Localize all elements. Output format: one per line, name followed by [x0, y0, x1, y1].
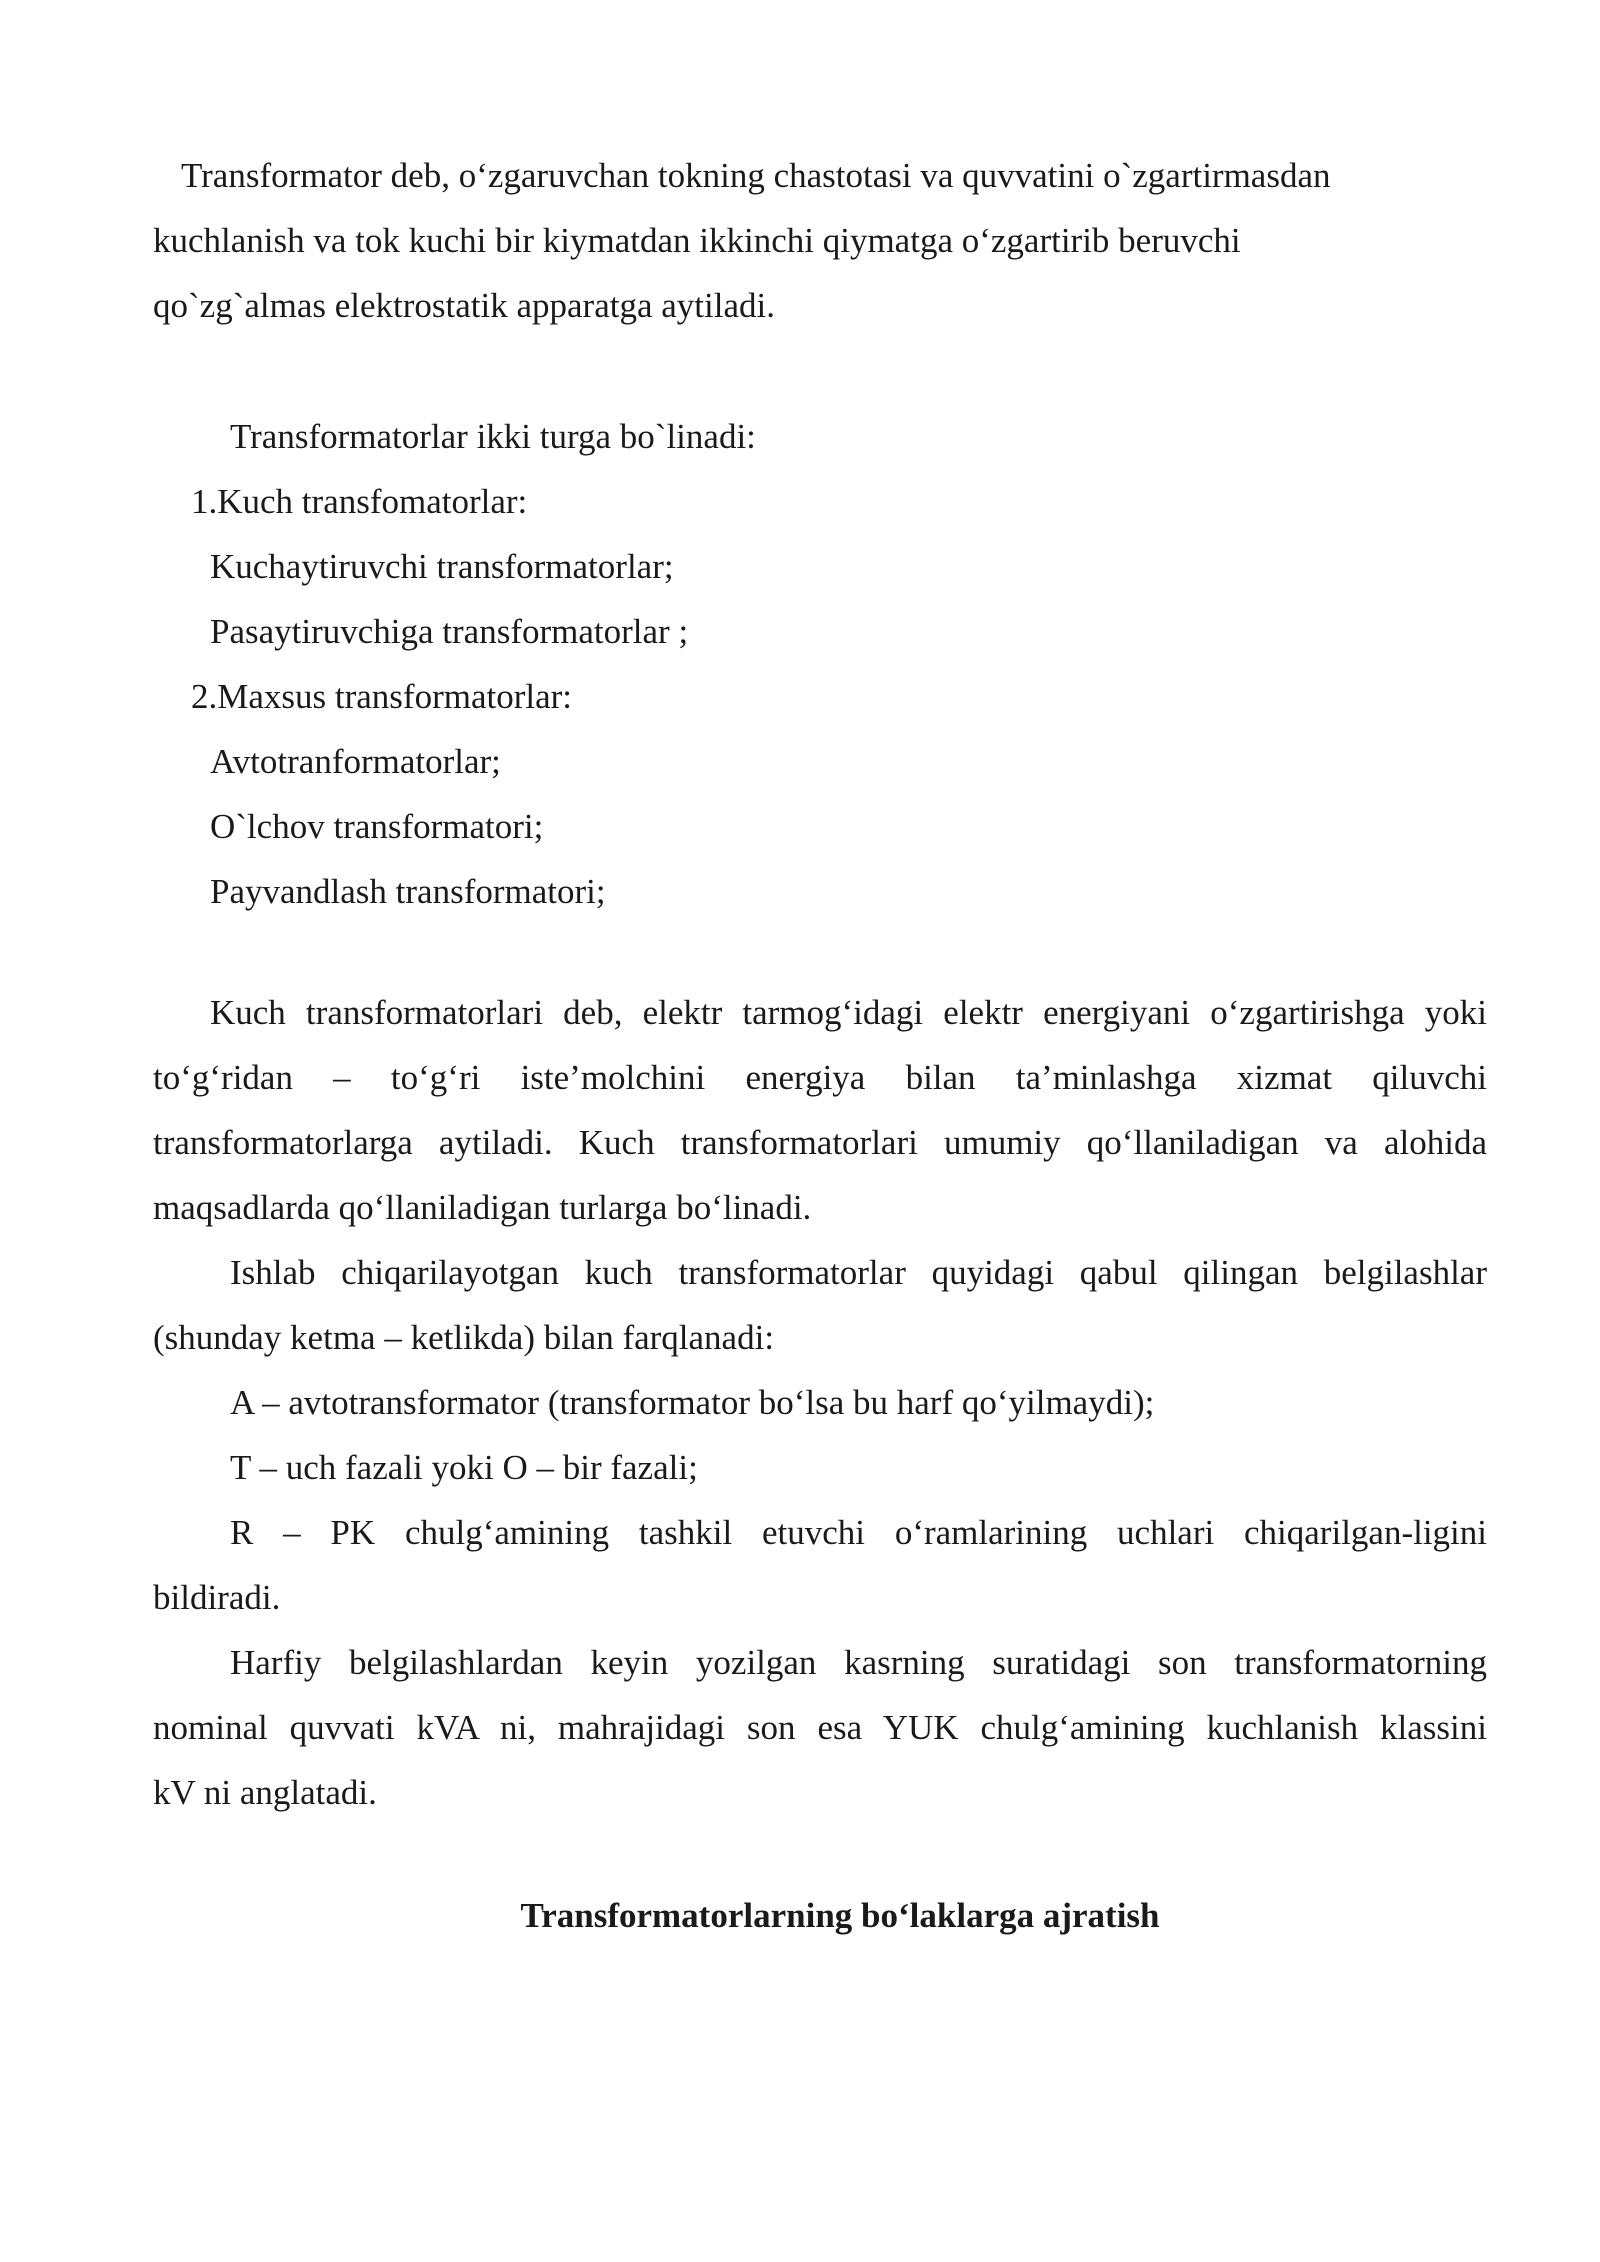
fraction-paragraph-line: Harfiy belgilashlardan keyin yozilgan kasrning suratidagi son transformatorning [230, 1643, 1487, 1682]
group1-item: Kuchaytiruvchi transformatorlar; [210, 547, 674, 586]
marking-paragraph-line: (shunday ketma – ketlikda) bilan farqlanadi: [153, 1318, 775, 1357]
group2-item: Avtotranformatorlar; [210, 742, 501, 781]
intro-line-3: qo`zg`almas elektrostatik apparatga aytiladi. [153, 286, 775, 325]
power-paragraph-line: transformatorlarga aytiladi. Kuch transformatorlari umumiy qo‘llaniladigan va alohida [153, 1123, 1487, 1162]
marking-paragraph-line: Ishlab chiqarilayotgan kuch transformatorlar quyidagi qabul qilingan belgilashlar [230, 1253, 1487, 1292]
group1-item: Pasaytiruvchiga transformatorlar ; [210, 612, 689, 651]
marking-item-a: A – avtotransformator (transformator bo‘lsa bu harf qo‘yilmaydi); [230, 1383, 1155, 1422]
marking-item-t: T – uch fazali yoki O – bir fazali; [230, 1448, 698, 1487]
power-paragraph-line: Kuch transformatorlari deb, elektr tarmog‘idagi elektr energiyani o‘zgartirishga yoki [210, 993, 1487, 1032]
power-paragraph-line: to‘g‘ridan – to‘g‘ri iste’molchini energiya bilan ta’minlashga xizmat qiluvchi [153, 1058, 1487, 1097]
group2-heading: 2.Maxsus transformatorlar: [191, 677, 573, 716]
intro-line-1: Transformator deb, o‘zgaruvchan tokning chastotasi va quvvatini o`zgartirmasdan [181, 156, 1331, 195]
section-heading: Transformatorlarning bo‘laklarga ajratish [520, 1896, 1160, 1935]
group2-item: O`lchov transformatori; [210, 807, 544, 846]
fraction-paragraph-line: nominal quvvati kVA ni, mahrajidagi son esa YUK chulg‘amining kuchlanish klassini [153, 1708, 1487, 1747]
group2-item: Payvandlash transformatori; [210, 872, 606, 911]
marking-item-r: R – PK chulg‘amining tashkil etuvchi o‘ramlarining uchlari chiqarilgan-ligini [230, 1513, 1487, 1552]
marking-item-r-continued: bildiradi. [153, 1578, 281, 1617]
types-heading: Transformatorlar ikki turga bo`linadi: [230, 417, 756, 456]
intro-line-2: kuchlanish va tok kuchi bir kiymatdan ikkinchi qiymatga o‘zgartirib beruvchi [153, 221, 1241, 260]
fraction-paragraph-line: kV ni anglatadi. [153, 1773, 377, 1812]
power-paragraph-line: maqsadlarda qo‘llaniladigan turlarga bo‘linadi. [153, 1188, 812, 1227]
group1-heading: 1.Kuch transfomatorlar: [191, 482, 528, 521]
